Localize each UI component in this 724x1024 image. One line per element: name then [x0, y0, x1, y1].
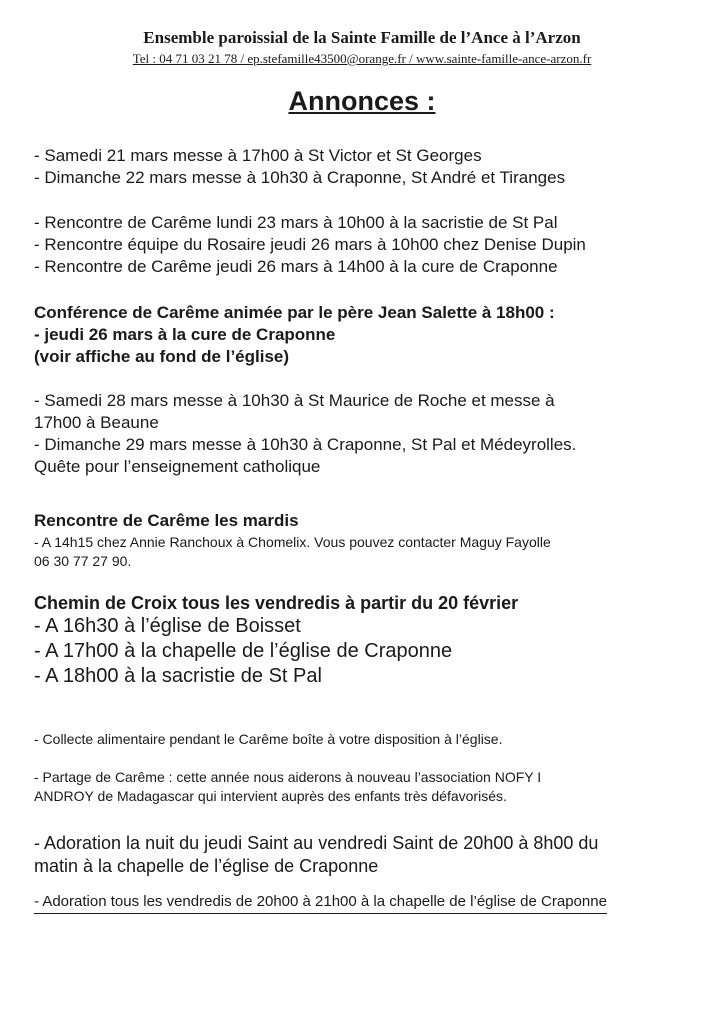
list-item: - Dimanche 22 mars messe à 10h30 à Craponne, St André et Tiranges	[34, 168, 566, 187]
section-heading: Rencontre de Carême les mardis	[34, 511, 299, 530]
chemin-de-croix	[34, 592, 694, 689]
list-item: ANDROY de Madagascar qui intervient auprès des enfants très défavorisés.	[34, 788, 507, 804]
list-item: - Samedi 28 mars messe à 10h30 à St Maurice de Roche et messe à	[34, 391, 555, 410]
list-item: - A 16h30 à l’église de Boisset	[34, 615, 301, 637]
parish-contact	[0, 51, 724, 67]
list-item: - Partage de Carême : cette année nous aiderons à nouveau l’association NOFY I	[34, 769, 542, 785]
list-item: - Collecte alimentaire pendant le Carême boîte à votre disposition à l’église.	[34, 731, 503, 747]
list-item: - A 14h15 chez Annie Ranchoux à Chomelix. Vous pouvez contacter Maguy Fayolle	[34, 534, 551, 550]
list-item: - Dimanche 29 mars messe à 10h30 à Craponne, St Pal et Médeyrolles.	[34, 435, 577, 454]
list-item: - Adoration tous les vendredis de 20h00 à 21h00 à la chapelle de l’église de Craponne	[34, 892, 607, 914]
meetings	[34, 212, 694, 278]
collecte	[34, 730, 694, 749]
tuesday-meetings	[34, 510, 694, 571]
list-item: - jeudi 26 mars à la cure de Craponne	[34, 325, 336, 344]
list-item: - Samedi 21 mars messe à 17h00 à St Victor et St Georges	[34, 146, 482, 165]
masses-week-2	[34, 390, 694, 478]
adoration-fridays	[34, 892, 694, 914]
list-item: Quête pour l’enseignement catholique	[34, 457, 321, 476]
conference	[34, 302, 694, 368]
section-heading: Chemin de Croix tous les vendredis à partir du 20 février	[34, 593, 519, 613]
page-title: Annonces :	[288, 86, 436, 116]
masses-week-1	[34, 145, 694, 189]
list-item: 06 30 77 27 90.	[34, 553, 132, 569]
contact-line: Tel : 04 71 03 21 78 / ep.stefamille43500@orange.fr / www.sainte-famille-ance-arzon.fr	[132, 51, 592, 66]
list-item: - A 17h00 à la chapelle de l’église de Craponne	[34, 640, 453, 662]
list-item: - Rencontre de Carême lundi 23 mars à 10h00 à la sacristie de St Pal	[34, 213, 558, 232]
partage	[34, 768, 694, 806]
adoration-holy-thursday	[34, 832, 694, 878]
list-item: - A 18h00 à la sacristie de St Pal	[34, 665, 322, 687]
parish-name: Ensemble paroissial de la Sainte Famille de l’Ance à l’Arzon	[143, 28, 581, 47]
list-item: matin à la chapelle de l’église de Craponne	[34, 856, 379, 876]
conference-heading: Conférence de Carême animée par le père Jean Salette à 18h00 :	[34, 303, 555, 322]
list-item: 17h00 à Beaune	[34, 413, 159, 432]
list-item: (voir affiche au fond de l’église)	[34, 347, 290, 366]
list-item: - Adoration la nuit du jeudi Saint au vendredi Saint de 20h00 à 8h00 du	[34, 833, 599, 853]
list-item: - Rencontre équipe du Rosaire jeudi 26 mars à 10h00 chez Denise Dupin	[34, 235, 586, 254]
list-item: - Rencontre de Carême jeudi 26 mars à 14h00 à la cure de Craponne	[34, 257, 558, 276]
